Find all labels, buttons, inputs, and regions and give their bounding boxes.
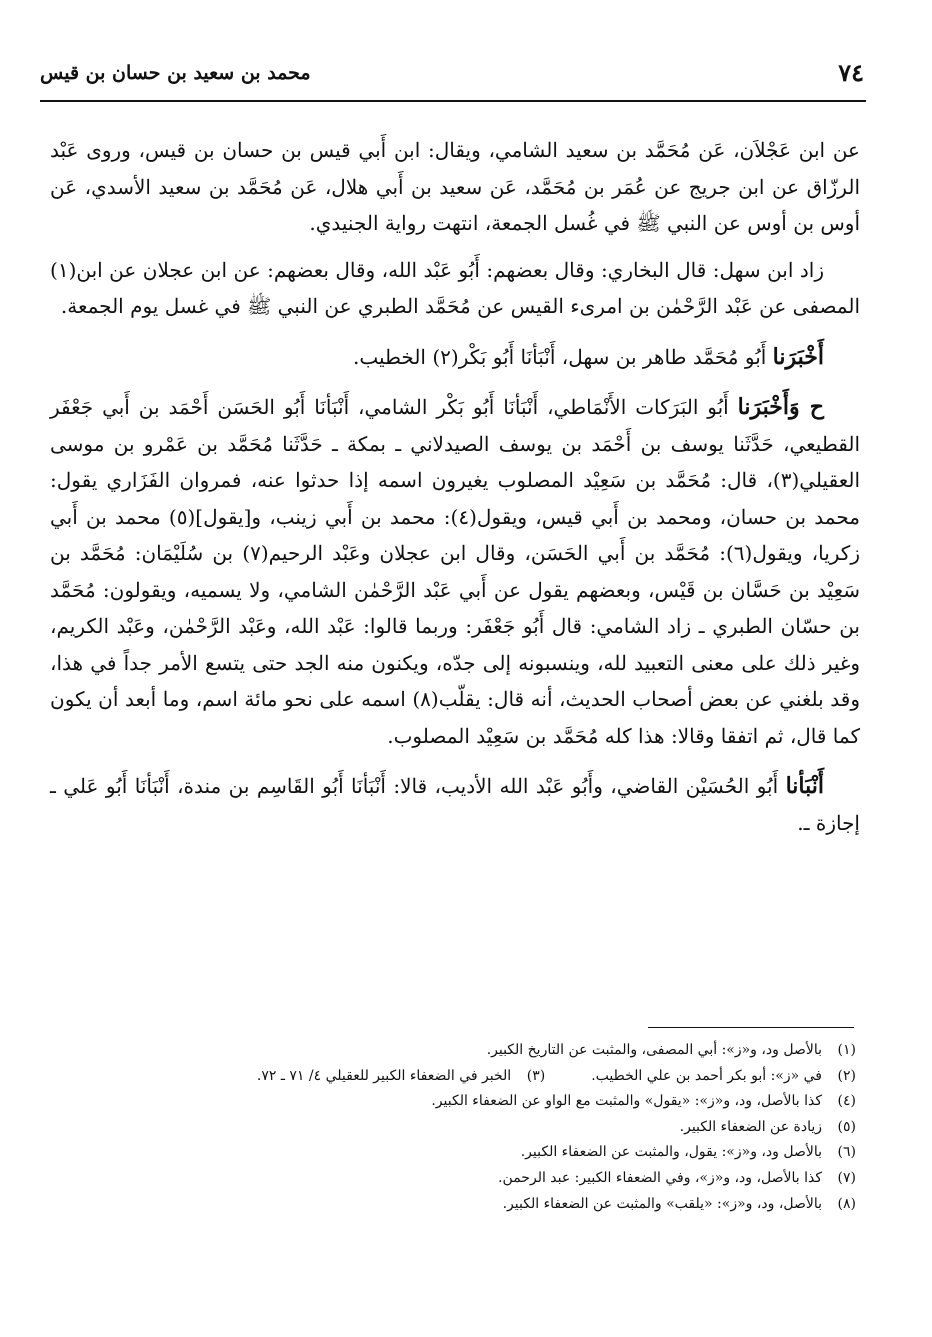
paragraph-3 bbox=[50, 339, 860, 376]
isnad-lead-word: أَنْبَأنا bbox=[785, 773, 824, 799]
paragraph-3-text: أَبُو مُحَمَّد طاهر بن سهل، أَنْبَأنَا أَبُو بَكْر(٢) الخطيب. bbox=[352, 344, 773, 369]
isnad-lead-word: أَخْبَرَنا bbox=[772, 343, 824, 370]
footnote-text: كذا بالأصل، ود، و«ز»: «يقول» والمثبت مع الواو عن الضعفاء الكبير. bbox=[431, 1093, 822, 1110]
footnote-number: (٥) bbox=[837, 1118, 856, 1135]
paragraph-5-text: أَبُو الحُسَيْن القاضي، وأَبُو عَبْد الله الأديب، قالا: أَنْبَأنَا أَبُو القَاسِم بن مندة، أَنْبَأنَا أَبُو عَلي ـ إجازة ـ. bbox=[50, 774, 860, 835]
paragraph-5 bbox=[50, 768, 860, 841]
footnote-text: بالأصل ود، و«ز»: أبي المصفى، والمثبت عن التاريخ الكبير. bbox=[486, 1042, 822, 1058]
page-number: ٧٤ bbox=[838, 58, 864, 87]
footnote-text: بالأصل ود، و«ز»: يقول، والمثبت عن الضعفاء الكبير. bbox=[520, 1144, 822, 1161]
footnote bbox=[60, 1115, 856, 1141]
footnote-number: (١) bbox=[837, 1042, 856, 1058]
footnote bbox=[60, 1140, 856, 1166]
paragraph-4 bbox=[50, 389, 860, 754]
paragraph-4-text: أَبُو البَرَكات الأَنْمَاطي، أَنْبَأنَا أَبُو بَكْر الشامي، أَنْبَأنَا أَبُو الحَسَن أَحْمَد بن أَبي جَعْفَر القطيعي، حَدَّثَنا يوسف بن أَحْمَد بن يوسف الصيدلاني ـ بمكة ـ حَدَّثَنا مُحَمَّد بن عَمْرو بن موسى العقيلي(٣)، قال: مُحَمَّد بن سَعِيْد المصلوب يغيرون اسمه إذا حدثوا عنه، فمروان الفَزَاري يقول: محمد بن حسان، ومحمد بن أَبي قيس، ويقول(٤): محمد بن أَبي زينب، و[يقول](٥) محمد بن أَبي زكريا، ويقول(٦): مُحَمَّد بن أَبي الحَسَن، وقال ابن عجلان وعَبْد الرحيم(٧) بن سُلَيْمَان: مُحَمَّد بن سَعِيْد بن حَسَّان بن قَيْس، وبعضهم يقول عن أَبي عَبْد الرَّحْمٰن الشامي، ولا يسميه، ويقولون: مُحَمَّد بن حسّان الطبري ـ زاد الشامي: قال أَبُو جَعْفَر: وربما قالوا: عَبْد الله، وعَبْد الرَّحْمٰن، وعَبْد الكريم، وغير ذلك على معنى التعبيد لله، وينسبونه إلى جدّه، ويكنون منه الجد حتى يتسع الأمر جداً في هذا، وقد بلغني عن بعض أصحاب الحديث، أنه قال: يقلّب(٨) اسمه على نحو مائة اسم، وما أبعد أن يكون كما قال، ثم اتفقا وقالا: هذا كله مُحَمَّد بن سَعِيْد المصلوب. bbox=[50, 395, 860, 748]
footnote-number: (٦) bbox=[837, 1144, 856, 1161]
main-text bbox=[50, 132, 860, 841]
header-rule bbox=[40, 100, 866, 102]
running-title: محمد بن سعيد بن حسان بن قيس bbox=[40, 62, 311, 84]
footnote bbox=[60, 1089, 856, 1115]
footnote-text: كذا بالأصل، ود، و«ز»، وفي الضعفاء الكبير: عبد الرحمن. bbox=[498, 1169, 822, 1186]
footnote bbox=[60, 1064, 856, 1090]
footnote bbox=[60, 1166, 856, 1192]
footnote bbox=[60, 1192, 856, 1218]
footnote-text: الخبر في الضعفاء الكبير للعقيلي ٤/ ٧١ ـ ٧٢. bbox=[256, 1067, 512, 1084]
footnote-number: (٧) bbox=[837, 1169, 856, 1186]
footnote-number: (٨) bbox=[837, 1195, 856, 1212]
footnote-number: (٤) bbox=[837, 1093, 856, 1110]
footnotes bbox=[60, 1038, 856, 1217]
footnote-text: زيادة عن الضعفاء الكبير. bbox=[679, 1118, 822, 1135]
footnote-text: في «ز»: أبو بكر أحمد بن علي الخطيب. bbox=[591, 1067, 822, 1084]
paragraph-1: عن ابن عَجْلاَن، عَن مُحَمَّد بن سعيد الشامي، ويقال: ابن أَبي قيس بن حسان بن قيس، وروى عَبْد الرزّاق عن ابن جريج عن عُمَر بن مُحَمَّد، عَن سعيد بن أَبي هلال، عَن مُحَمَّد بن سعيد الأسدي، عَن أوس بن أوس عن النبي ﷺ في غُسل الجمعة، انتهت رواية الجنيدي. bbox=[50, 138, 860, 235]
paragraph-gap bbox=[50, 242, 860, 252]
footnote bbox=[60, 1038, 856, 1064]
page-header bbox=[40, 58, 864, 98]
footnote-spacer bbox=[545, 1064, 591, 1090]
isnad-lead-word: ح وَأَخْبَرَنا bbox=[737, 394, 824, 420]
footnote-number: (٢) bbox=[837, 1067, 856, 1084]
footnote-number: (٣) bbox=[526, 1067, 546, 1084]
paragraph-gap bbox=[50, 754, 860, 768]
paragraph-gap bbox=[50, 375, 860, 389]
paragraph-2: زاد ابن سهل: قال البخاري: وقال بعضهم: أَبُو عَبْد الله، وقال بعضهم: عن ابن عجلان عن ابن(١) المصفى عن عَبْد الرَّحْمٰن بن امرىء القيس عن مُحَمَّد الطبري عن النبي ﷺ في غسل يوم الجمعة. bbox=[50, 257, 860, 318]
footnote-text: بالأصل، ود، و«ز»: «يلقب» والمثبت عن الضعفاء الكبير. bbox=[502, 1195, 822, 1212]
paragraph-gap bbox=[50, 325, 860, 339]
footnote-rule bbox=[648, 1027, 854, 1028]
